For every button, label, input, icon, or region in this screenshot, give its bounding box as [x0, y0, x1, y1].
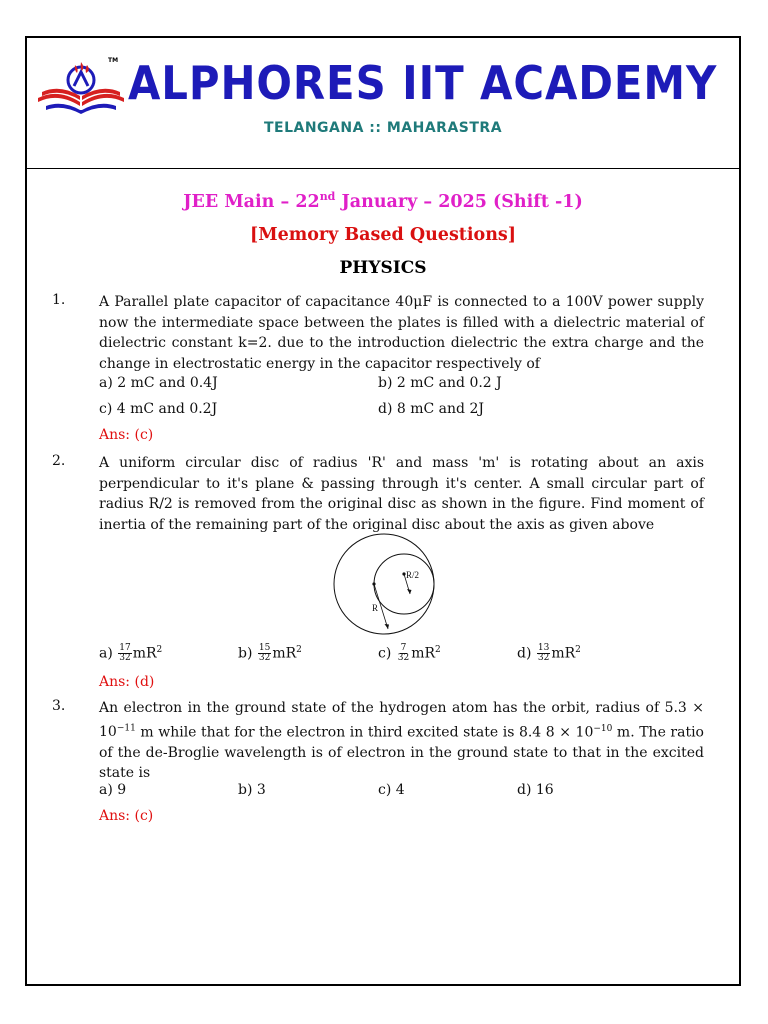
brand-title: ALPHORES IIT ACADEMY	[128, 56, 718, 110]
question-1-option-c: c) 4 mC and 0.2J	[99, 401, 218, 417]
question-3-option-d: d) 16	[517, 782, 554, 798]
header-divider	[27, 168, 739, 169]
figure-label-small: R/2	[406, 570, 420, 580]
question-2-option-d: d) $\frac{13}{32}$ $mR^2$	[517, 643, 581, 663]
question-2-text: A uniform circular disc of radius 'R' and mass 'm' is rotating about an axis perpendicular to it's plane & passing through it's center. A small circular part of radius R/2 is removed from the original disc as shown in the figure. Find moment of inertia of the remaining part of the original disc about the axis as given above	[99, 455, 704, 533]
question-2-number: 2.	[52, 453, 66, 469]
trademark-mark: TM	[108, 57, 119, 64]
question-3-answer: Ans: (c)	[99, 808, 154, 824]
question-1-option-d: d) 8 mC and 2J	[378, 401, 484, 417]
exam-title	[0, 190, 766, 212]
question-3-text: An electron in the ground state of the hydrogen atom has the orbit, radius of $5.3 \times 10^{-11}$ m while that for the electron in third excited state is 8.4 $8 \times 10^{-10}$ m. The ratio of the de-Broglie wavelength is of electron in the ground state to that in the excited state is	[99, 700, 704, 782]
question-3-radius-ground: $5.3 \times 10^{-11}$	[99, 700, 704, 741]
question-1-option-b: b) 2 mC and 0.2 J	[378, 375, 502, 391]
question-1-text: A Parallel plate capacitor of capacitance 40μF is connected to a 100V power supply now the intermediate space between the plates is filled with a dielectric material of dielectric constant k=2. due to the introduction dielectric the extra charge and the change in electrostatic energy in the capacitor respectively of	[99, 294, 704, 372]
question-3-text-line-3: The ratio of the de-Broglie wavelength is of electron in the ground state to that in the excited state is	[99, 724, 704, 782]
question-2-answer: Ans: (d)	[99, 674, 155, 690]
exam-title-prefix: JEE Main – 22	[183, 191, 320, 212]
question-2-option-c: c) $\frac{7}{32}$ $mR^2$	[378, 643, 441, 663]
question-3-option-c: c) 4	[378, 782, 405, 798]
question-1-number: 1.	[52, 292, 66, 308]
question-3-option-a: a) 9	[99, 782, 127, 798]
question-2-option-a: a) $\frac{17}{32}$ $mR^2$	[99, 643, 163, 663]
exam-title-suffix: January – 2025 (Shift -1)	[335, 191, 583, 212]
question-3-number: 3.	[52, 698, 66, 714]
disc-figure	[322, 532, 446, 636]
question-3-text-line-1: An electron in the ground state of the hydrogen atom has the orbit, radius of	[99, 700, 660, 716]
memory-based-heading: [Memory Based Questions]	[249, 225, 517, 245]
question-3-option-b: b) 3	[238, 782, 266, 798]
figure-label-large: R	[372, 603, 379, 613]
question-3-text-line-2: m while that for the electron in third excited state is 8.4 8 × 10	[135, 724, 594, 741]
question-1-option-a: a) 2 mC and 0.4J	[99, 375, 218, 391]
exam-title-ordinal: nd	[319, 190, 336, 203]
subject-heading: PHYSICS	[339, 258, 427, 278]
brand-states: TELANGANA :: MAHARASTRA	[263, 120, 503, 136]
question-2-option-b: b) $\frac{15}{32}$ $mR^2$	[238, 643, 302, 663]
question-3-radius-excited-exp: −10	[593, 723, 613, 734]
academy-logo-icon	[36, 58, 126, 114]
question-1-answer: Ans: (c)	[99, 427, 154, 443]
